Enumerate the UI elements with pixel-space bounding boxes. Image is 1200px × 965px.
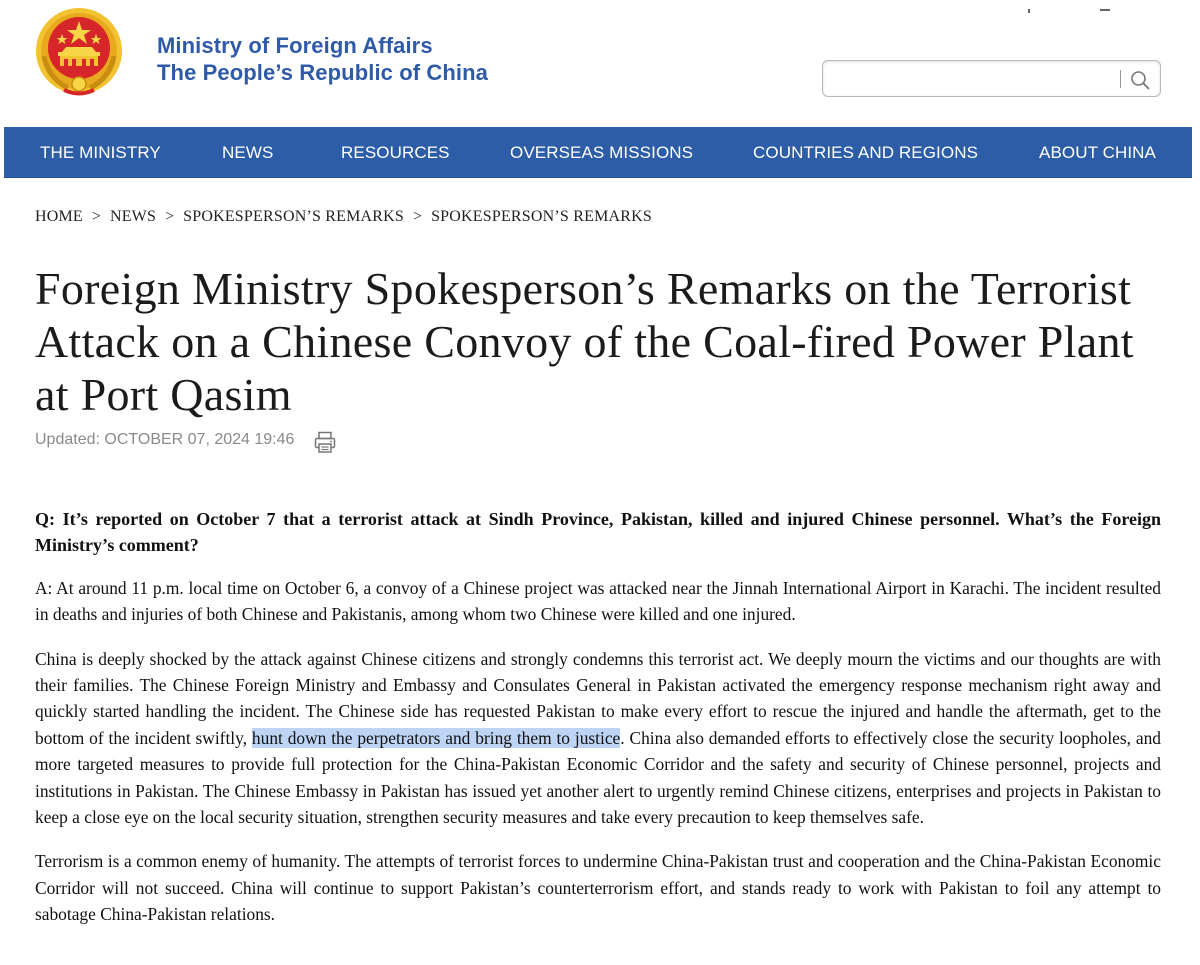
answer-paragraph: A: At around 11 p.m. local time on October 6, a convoy of a Chinese project was attacked near the Jinnah International Airport in Karachi. The incident resulted in deaths and injuries of both Chinese and Pakistanis, among whom two Chinese were killed and one injured.: [35, 577, 1161, 625]
nav-item-countries-and-regions[interactable]: COUNTRIES AND REGIONS: [753, 143, 979, 162]
nav-item-resources[interactable]: RESOURCES: [341, 143, 450, 162]
breadcrumb-home[interactable]: HOME: [35, 208, 83, 225]
search-box: [822, 60, 1161, 97]
breadcrumb-spokespersons-remarks-current[interactable]: SPOKESPERSON’S REMARKS: [431, 208, 652, 225]
statement-text-before: China is deeply shocked by the attack against Chinese citizens and strongly condemns this terrorist act. We deeply mourn the victims and our thoughts are with their families. The Chinese Foreign Ministry and Embassy and Consulates General in Pakistan activated the emergency response mechanism right away and quickly started handling the incident. The Chinese side has requested Pakistan to make every effort to rescue the injured and handle the aftermath, get to the bottom of the incident swiftly,: [35, 648, 1161, 748]
closing-paragraph: Terrorism is a common enemy of humanity. The attempts of terrorist forces to undermine China-Pakistan trust and cooperation and the China-Pakistan Economic Corridor will not succeed. China will continue to support Pakistan’s counterterrorism effort, and stands ready to work with Pakistan to foil any attempt to sabotage China-Pakistan relations.: [35, 851, 1161, 925]
search-divider: [1120, 70, 1121, 88]
national-emblem-icon[interactable]: [34, 4, 124, 98]
nav-item-about-china[interactable]: ABOUT CHINA: [1039, 143, 1156, 162]
top-language-link-fragment[interactable]: [1028, 0, 1118, 4]
statement-paragraph: [35, 646, 1161, 831]
article-body: [35, 506, 1161, 946]
updated-timestamp: Updated: OCTOBER 07, 2024 19:46: [35, 431, 295, 448]
nav-item-news[interactable]: NEWS: [222, 143, 274, 162]
site-header: [0, 0, 1200, 127]
ministry-name[interactable]: [157, 32, 488, 86]
breadcrumb-separator: >: [413, 208, 423, 225]
ministry-name-line2: The People’s Republic of China: [157, 60, 489, 85]
nav-item-the-ministry[interactable]: THE MINISTRY: [40, 143, 161, 162]
search-input[interactable]: [831, 67, 1115, 91]
ministry-name-line1: Ministry of Foreign Affairs: [157, 33, 433, 58]
statement-text-after: . China also demanded efforts to effectively close the security loopholes, and more targeted measures to provide full protection for the China-Pakistan Economic Corridor and the safety and security of Chinese personnel, projects and institutions in Pakistan. The Chinese Embassy in Pakistan has issued yet another alert to urgently remind Chinese citizens, enterprises and projects in Pakistan to keep a close eye on the local security situation, strengthen security measures and take every precaution to keep themselves safe.: [35, 727, 1161, 828]
breadcrumb: [35, 208, 652, 226]
main-nav: [4, 127, 1192, 178]
breadcrumb-news[interactable]: NEWS: [109, 208, 157, 225]
print-icon[interactable]: [313, 430, 337, 454]
question-paragraph: Q: It’s reported on October 7 that a terrorist attack at Sindh Province, Pakistan, killed and injured Chinese personnel. What’s the Foreign Ministry’s comment?: [35, 509, 1161, 556]
breadcrumb-spokespersons-remarks[interactable]: SPOKESPERSON’S REMARKS: [183, 208, 405, 225]
nav-item-overseas-missions[interactable]: OVERSEAS MISSIONS: [510, 143, 694, 162]
breadcrumb-separator: >: [165, 208, 175, 225]
page-title: Foreign Ministry Spokesperson’s Remarks on the Terrorist Attack on a Chinese Convoy of the Coal-fired Power Plant at Port Qasim: [35, 263, 1134, 420]
search-icon[interactable]: [1129, 69, 1151, 91]
highlighted-text: hunt down the perpetrators and bring them to justice: [251, 727, 621, 748]
breadcrumb-separator: >: [91, 208, 101, 225]
